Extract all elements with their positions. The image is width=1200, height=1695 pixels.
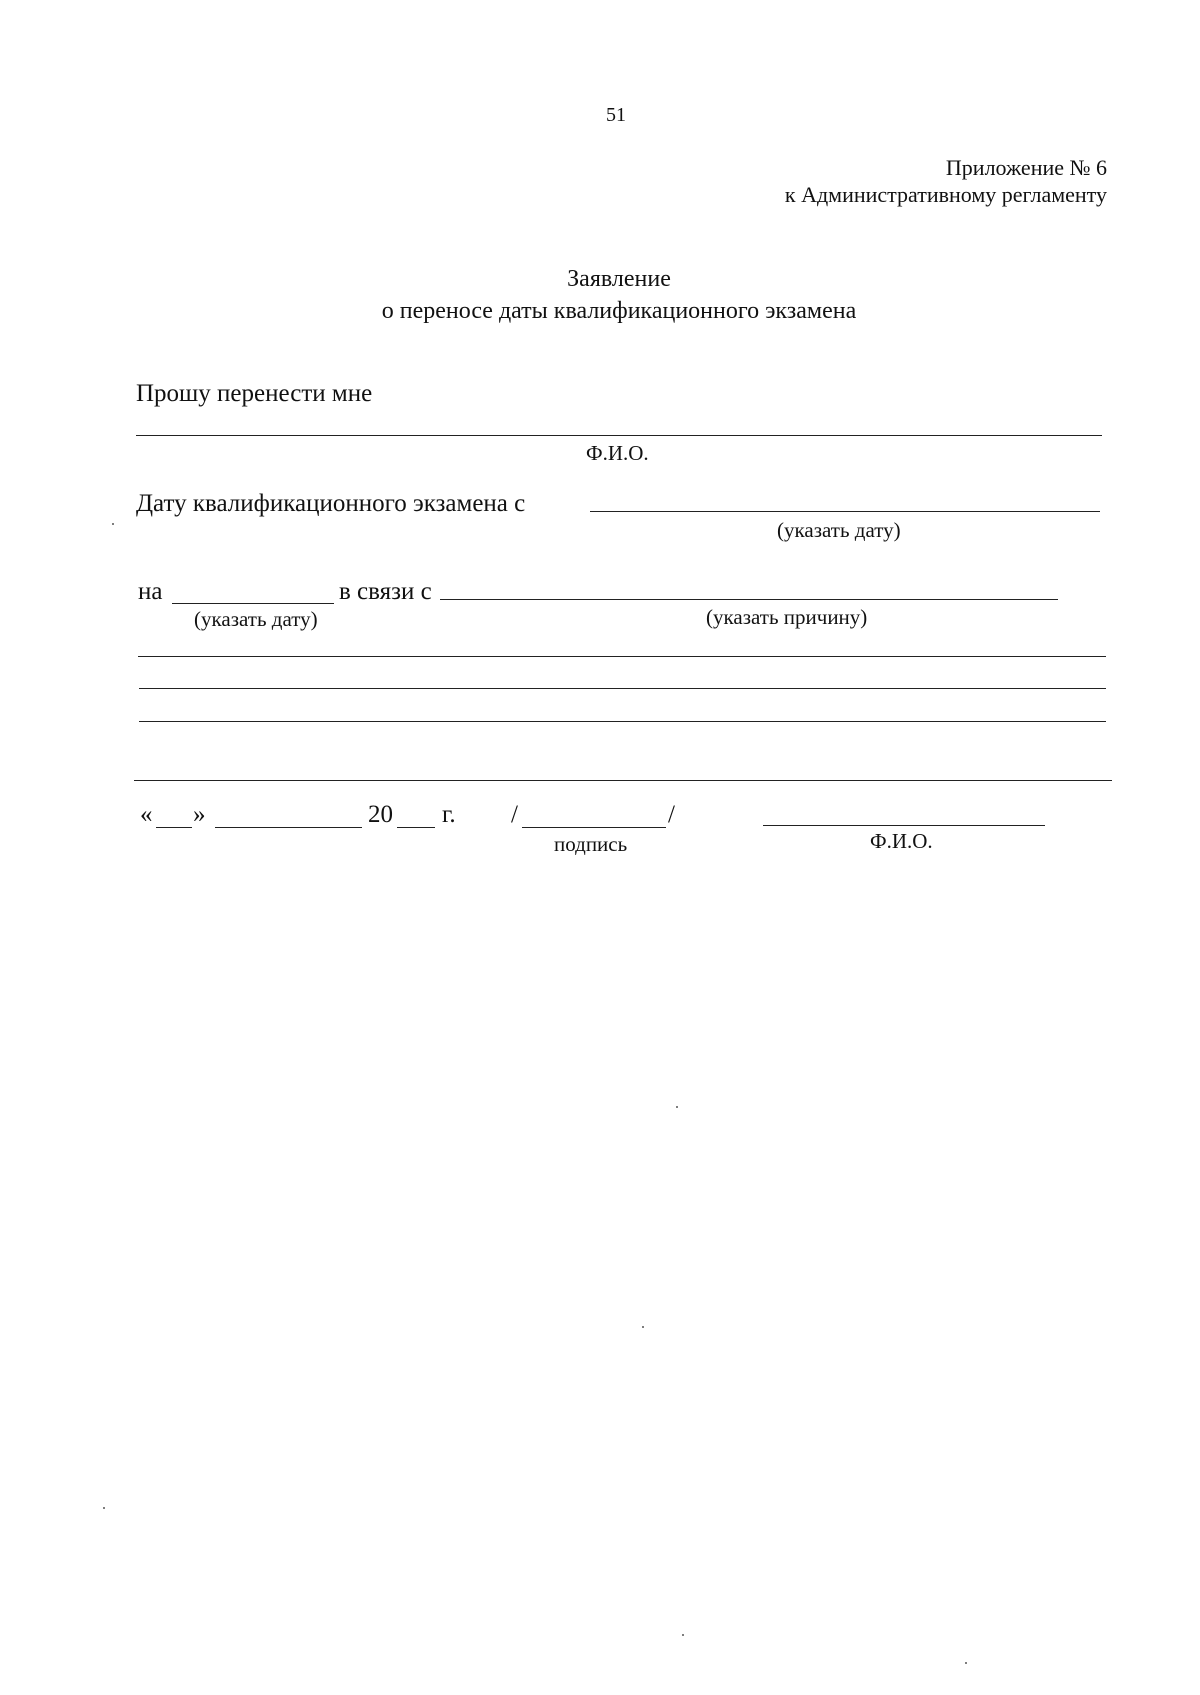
month-field-line[interactable]	[215, 827, 362, 828]
reason-extra-line-3[interactable]	[139, 721, 1106, 722]
scan-speck	[103, 1507, 105, 1509]
page-number: 51	[606, 104, 626, 126]
scan-speck	[965, 1662, 967, 1664]
reason-caption: (указать причину)	[706, 605, 868, 629]
reason-text: в связи с	[339, 578, 432, 605]
annex-label: Приложение № 6	[945, 155, 1107, 180]
name-field-line[interactable]	[136, 435, 1102, 436]
request-text: Прошу перенести мне	[136, 380, 373, 407]
year-suffix: г.	[442, 801, 456, 828]
document-subtitle: о переносе даты квалификационного экзамена	[381, 298, 857, 324]
signer-name-caption: Ф.И.О.	[870, 829, 933, 853]
year-prefix: 20	[368, 801, 393, 828]
to-text: на	[138, 578, 163, 605]
exam-date-caption: (указать дату)	[777, 518, 901, 542]
separator-line	[134, 780, 1112, 781]
signature-field-line[interactable]	[522, 827, 666, 828]
annex-reference: к Административному регламенту	[784, 182, 1107, 207]
scan-speck	[676, 1106, 678, 1108]
exam-date-text: Дату квалификационного экзамена с	[136, 490, 526, 517]
signer-name-field-line[interactable]	[763, 825, 1045, 826]
signature-slash-open: /	[511, 801, 518, 828]
date-open-quote: «	[140, 801, 153, 828]
document-title: Заявление	[567, 266, 671, 292]
scan-speck	[112, 523, 114, 525]
scan-speck	[642, 1326, 644, 1328]
scan-speck	[682, 1634, 684, 1636]
date-close-quote: »	[193, 801, 206, 828]
day-field-line[interactable]	[156, 827, 192, 828]
reason-field-line[interactable]	[440, 599, 1058, 600]
name-caption: Ф.И.О.	[586, 441, 649, 465]
signature-caption: подпись	[554, 832, 628, 856]
signature-slash-close: /	[668, 801, 675, 828]
new-date-field-line[interactable]	[172, 603, 334, 604]
new-date-caption: (указать дату)	[194, 607, 318, 631]
reason-extra-line-1[interactable]	[138, 656, 1106, 657]
year-field-line[interactable]	[397, 827, 435, 828]
reason-extra-line-2[interactable]	[139, 688, 1106, 689]
exam-date-field-line[interactable]	[590, 511, 1100, 512]
